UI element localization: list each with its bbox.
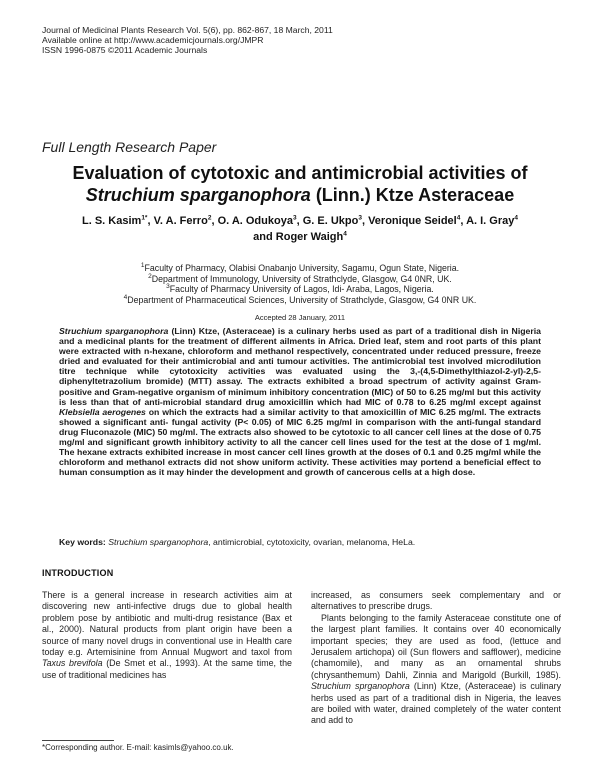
author-sup: 3	[358, 214, 362, 222]
intro-left-taxus: Taxus brevifola	[42, 658, 103, 669]
intro-paragraph	[42, 590, 292, 681]
intro-left-text-1: There is a general increase in research activities aim at discovering new anti-infective drugs due to global health problem pose by antibiotic and multi-drug resistance (Bax et al., 2000). Natural products from plant origin have been a source of many novel drugs in conventional use in Health care today e.g. Artemisinine from Annual Mugwort and taxol from	[42, 590, 292, 658]
author: G. E. Ukpo	[302, 215, 359, 227]
abstract-text-1: (Linn) Ktze, (Asteraceae) is a culinary herbs used as part of a traditional dish in Nigeria and a medicinal plants for the treatment of different ailments in Africa. Dried leaf, stem and root parts of this plant were extracted with n-hexane, chloroform and methanol respectively, concentrated under reduced pressure, freeze dried and evaluated for their antimicrobial and anti tumour activities. The antimicrobial test involved microdilution titre technique while cytotoxicity activities was evaluated using the 3,-(4,5-Dimethylthiazol-2-yl)-2,5-diphenyltetrazolium bromide) (MTT) assay. The extracts exhibited a broad spectrum of activity against Gram- positive and Gram-negative organism of minimum inhibitory concentration (MIC) of 50 to 6.25 mg/ml but this activity is less than that of anti-microbial standard drug amoxicillin which had MIC of 0.78 to 6.25 mg/ml except against	[59, 326, 542, 407]
affiliation-sup: 1	[140, 262, 145, 270]
abstract-organism: Klebsiella aerogenes	[59, 406, 146, 417]
affiliation-sup: 2	[148, 272, 152, 280]
journal-url-line: Available online at http://www.academicjournals.org/JMPR	[42, 35, 264, 45]
author: Veronique Seidel	[368, 215, 457, 227]
author: O. A. Odukoya	[217, 215, 293, 227]
author-sup: 4	[514, 214, 518, 222]
author-sup: 4	[343, 230, 347, 238]
author: V. A. Ferro	[153, 215, 208, 227]
footnote-divider	[42, 740, 114, 741]
abstract-species: Struchium sparganophora	[59, 326, 169, 336]
author-sup: 4	[456, 214, 461, 222]
affiliation-text: Department of Immunology, University of Strathclyde, Glasgow, G4 0NR, UK.	[151, 273, 452, 284]
intro-right-text-1: Plants belonging to the family Asteraceae constitute one of the largest plant families. It contains over 40 economically important species; they are used as food, (lettuce and Jerusalem artichopa) oil (Sun flowers and safflower), medicine (chamomile), and many as an ornamental shrubs (chrysanthemum) Dahli, Zinnia and Marigold (Burkill, 1985).	[311, 612, 561, 680]
title-part-2: (Linn.) Ktze Asteraceae	[310, 185, 515, 205]
author-sup: 1*	[141, 214, 148, 222]
intro-right-text-2: (Linn) Ktze, (Asteraceae) is culinary herbs used as part of a traditional dish in Nigeria, the leaves are boiled with water, drained completely of the water content and add to	[311, 681, 562, 726]
intro-paragraph: increased, as consumers seek complementary and or alternatives to prescribe drugs.	[311, 590, 561, 612]
author-sup: 2	[207, 214, 212, 222]
paper-title	[40, 162, 560, 206]
affiliation	[40, 274, 560, 285]
intro-column-right	[311, 590, 561, 727]
keywords-species: Struchium sparganophora	[108, 537, 209, 547]
author-list: L. S. Kasim$^{1*}$, V. A. Ferro$^2$, O. A. Odukoya$^3$, G. E. Ukpo$^3$, Veronique Seidel$^4$, A. I. Gray$^4$ and Roger Waigh$^4$	[82, 214, 518, 243]
section-heading-introduction: INTRODUCTION	[42, 568, 114, 578]
title-part-1: Evaluation of cytotoxic and antimicrobial activities of	[72, 163, 528, 183]
journal-citation: Journal of Medicinal Plants Research Vol. 5(6), pp. 862-867, 18 March, 2011	[42, 25, 333, 35]
affiliation-sup: 3	[166, 283, 170, 291]
abstract-text-2: on which the extracts had a similar activity to that amoxicillin of MIC 6.25 mg/ml. The extracts showed a significant anti- fungal activity (P< 0.05) of MIC 6.25 mg/ml in comparison with the anti-fungal standard drug Fluconazole (MIC) 50 mg/ml. The extracts also showed to be cytotoxic to all cancer cell lines at the dose of 0.75 mg/ml and significant growth inhibitory activity to all the cancer cell lines used for the test at the dose of 1 mg/ml. The hexane extracts exhibited increase in most cancer cell lines growth at the doses of 0.1 and 0.25 mg/ml while the chloroform and methanol extracts did not show uniform activity. These activities may portend a beneficial effect to human consumption as it may hinder the development and growth of cancerous cells at a high dose.	[59, 406, 541, 478]
keywords-label: Key words:	[59, 537, 106, 547]
author-sup: 3	[292, 214, 297, 222]
journal-issn: ISSN 1996-0875 ©2011 Academic Journals	[42, 45, 208, 55]
intro-column-left	[42, 590, 292, 681]
authors-and: and	[253, 231, 273, 243]
keywords-rest: , antimicrobial, cytotoxicity, ovarian, melanoma, HeLa.	[208, 537, 416, 547]
keywords	[59, 537, 541, 548]
affiliation-text: Faculty of Pharmacy University of Lagos, Idi- Araba, Lagos, Nigeria.	[169, 284, 434, 294]
author: A. I. Gray	[466, 215, 515, 227]
author: Roger Waigh	[275, 231, 344, 243]
paper-type: Full Length Research Paper	[42, 139, 217, 155]
intro-paragraph	[311, 613, 561, 727]
corresponding-author-footnote: *Corresponding author. E-mail: kasimls@yahoo.co.uk.	[42, 743, 234, 752]
author: L. S. Kasim	[82, 215, 142, 227]
intro-left-text-2: (De Smet et al., 1993). At the same time, the use of traditional medicines has	[42, 658, 292, 680]
affiliation-text: Department of Pharmaceutical Sciences, University of Strathclyde, Glasgow, G4 0NR UK.	[127, 294, 477, 305]
affiliation-sup: 4	[123, 293, 128, 301]
affiliation	[40, 263, 560, 274]
affiliation	[40, 284, 560, 295]
accepted-date: Accepted 28 January, 2011	[254, 313, 346, 322]
intro-right-species: Struchium sprganophora	[311, 681, 410, 692]
affiliation-text: Faculty of Pharmacy, Olabisi Onabanjo University, Sagamu, Ogun State, Nigeria.	[144, 263, 460, 273]
title-species: Struchium sparganophora	[85, 185, 311, 205]
affiliation	[40, 295, 560, 306]
abstract	[59, 326, 541, 477]
